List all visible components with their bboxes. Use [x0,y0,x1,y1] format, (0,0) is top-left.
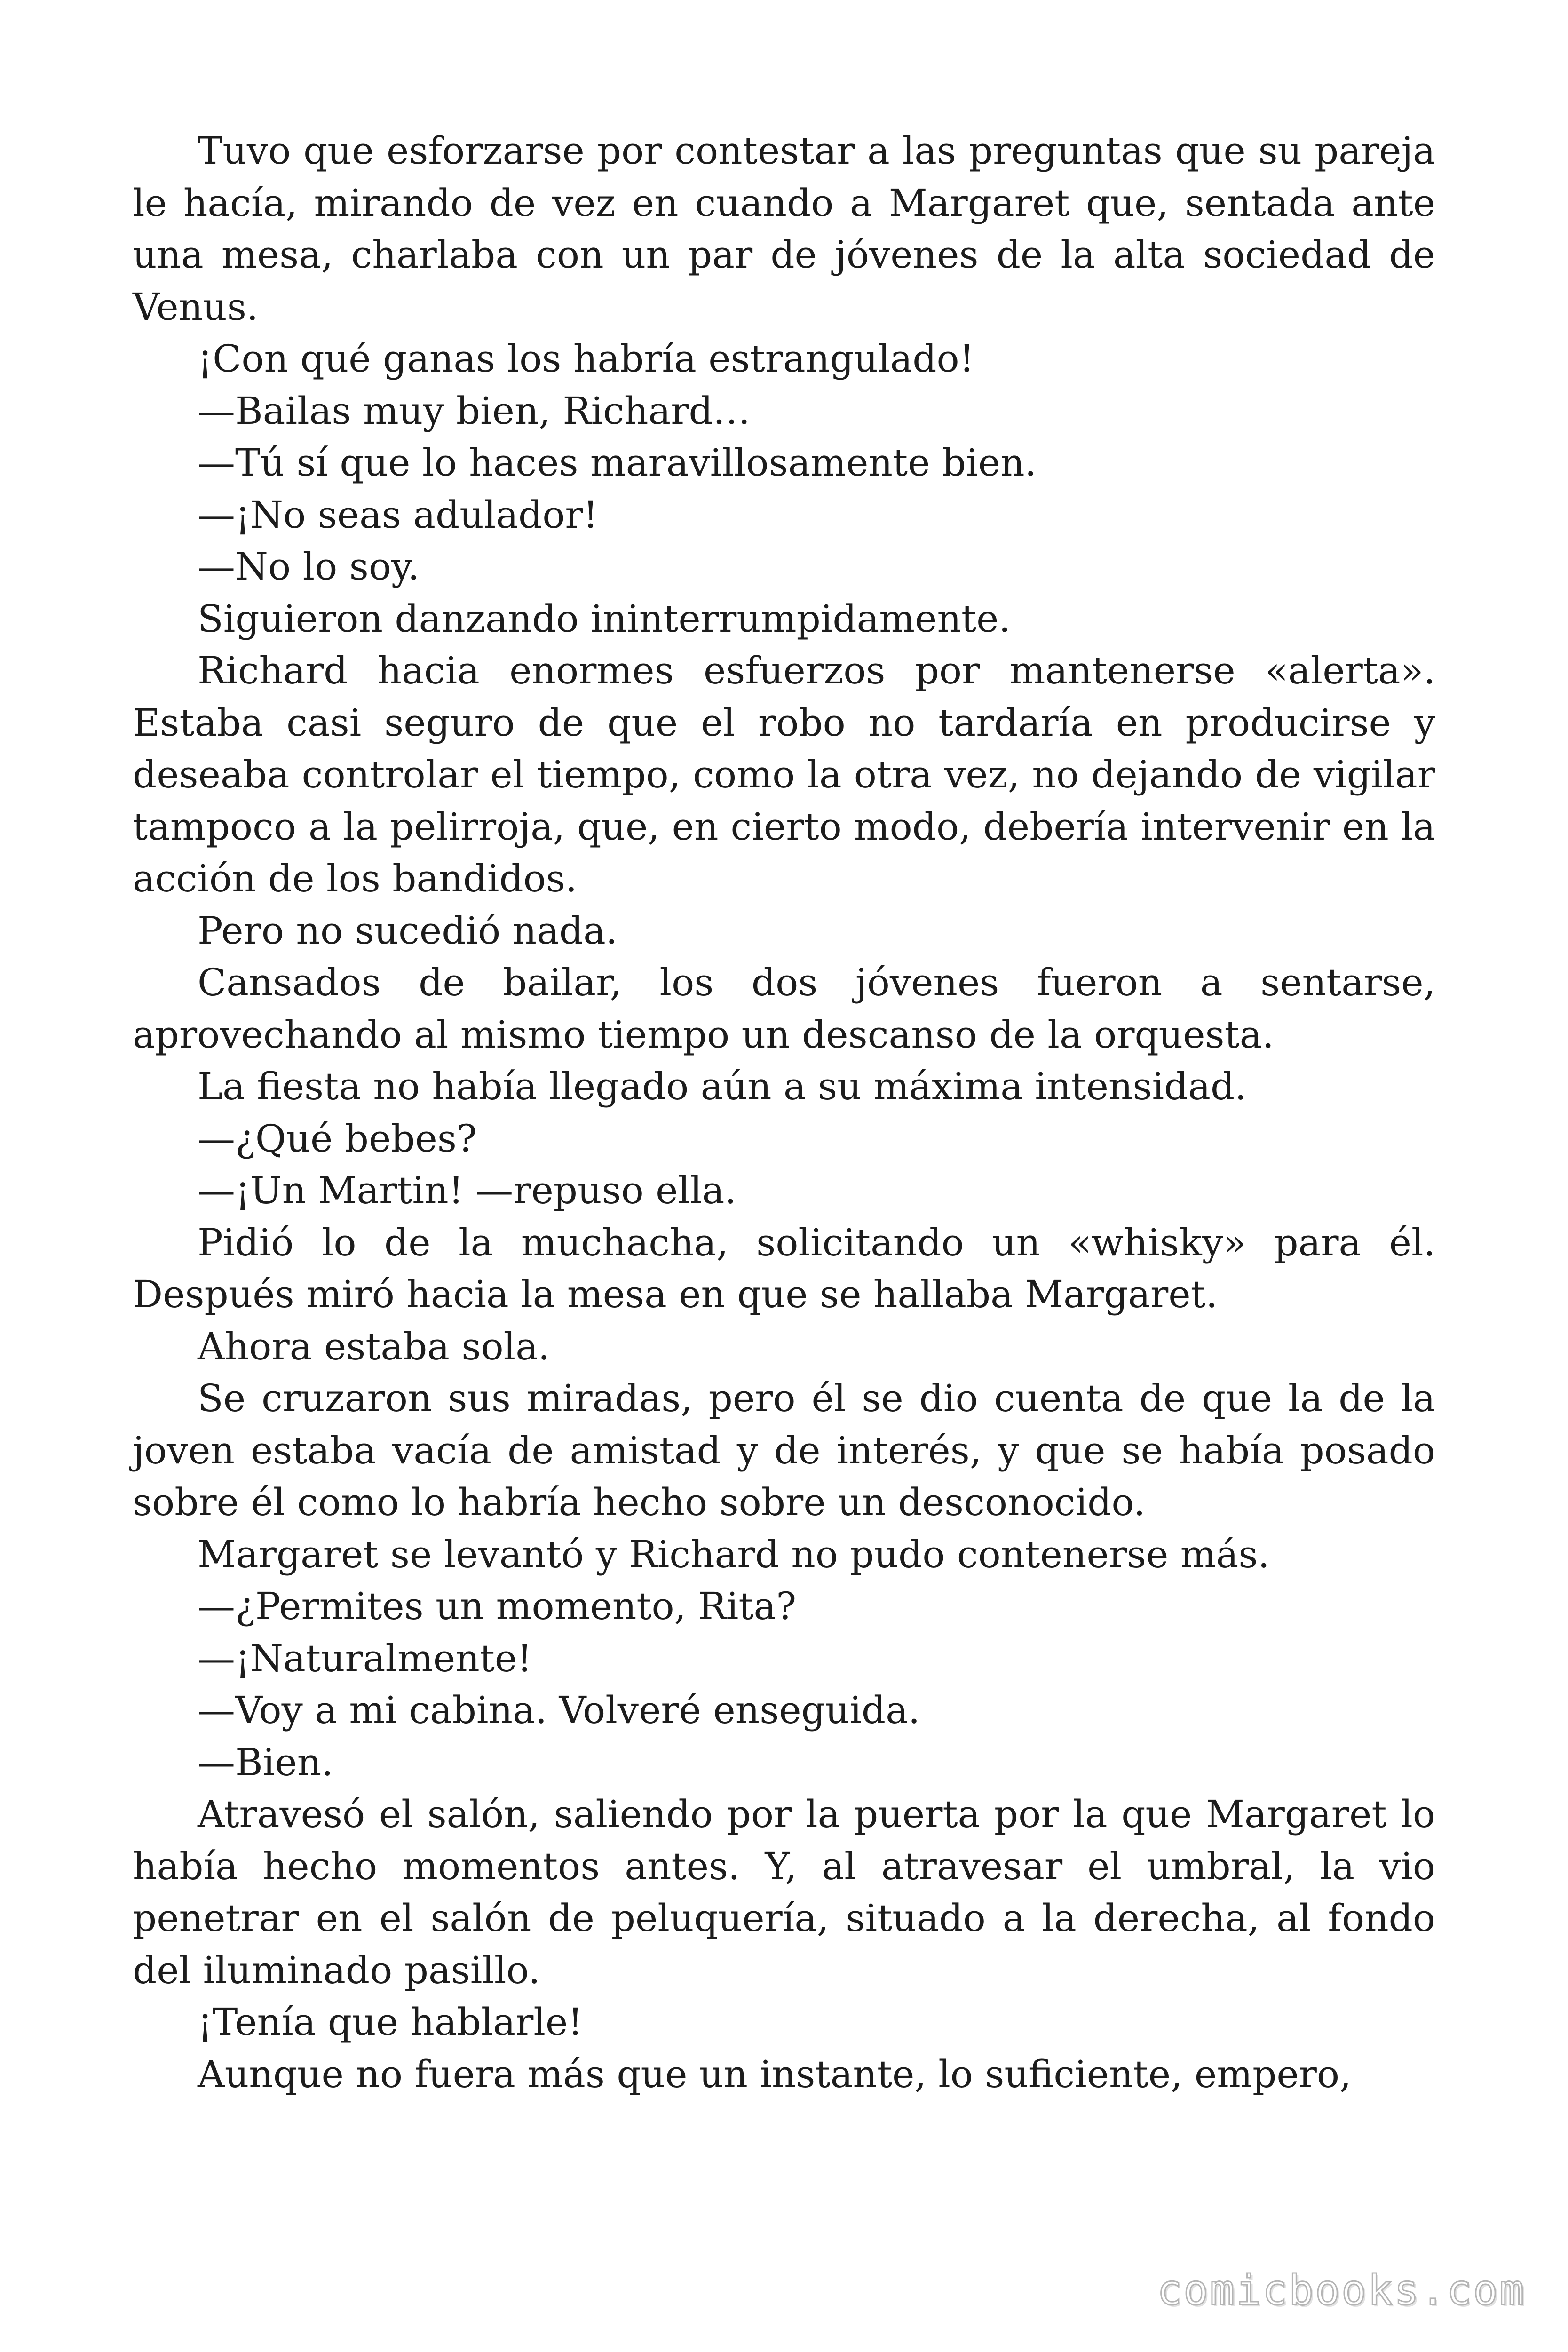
paragraph: —¿Qué bebes? [198,1116,477,1160]
paragraph: Margaret se levantó y Richard no pudo contenerse más. [198,1532,1270,1576]
paragraph: Tuvo que esforzarse por contestar a las preguntas que su pareja le hacía, mirando de vez en cuando a Margaret que, sentada ante una mesa, charlaba con un par de jóvenes de la alta sociedad de Venus. [133,129,1435,329]
paragraph: Atravesó el salón, saliendo por la puerta por la que Margaret lo había hecho momentos antes. Y, al atravesar el umbral, la vio penetrar en el salón de peluquería, situado a la derecha, al fondo del iluminado pasillo. [133,1792,1435,1992]
paragraph: Ahora estaba sola. [198,1324,550,1368]
paragraph: —Tú sí que lo haces maravillosamente bien. [198,441,1037,485]
paragraph: ¡Con qué ganas los habría estrangulado! [198,337,974,381]
paragraph: —No lo soy. [198,545,420,588]
paragraph: Pidió lo de la muchacha, solicitando un «whisky» para él. Después miró hacia la mesa en que se hallaba Margaret. [133,1220,1435,1316]
paragraph: —¡No seas adulador! [198,493,598,537]
paragraph: Se cruzaron sus miradas, pero él se dio cuenta de que la de la joven estaba vacía de amistad y de interés, y que se había posado sobre él como lo habría hecho sobre un desconocido. [133,1376,1435,1524]
book-page-text [133,125,1435,2100]
paragraph: —¡Un Martin! —repuso ella. [198,1168,736,1212]
paragraph: Cansados de bailar, los dos jóvenes fueron a sentarse, aprovechando al mismo tiempo un descanso de la orquesta. [133,961,1435,1057]
paragraph: —Bailas muy bien, Richard… [198,389,751,433]
paragraph: Siguieron danzando ininterrumpidamente. [198,596,1011,641]
paragraph: —¿Permites un momento, Rita? [198,1584,797,1628]
paragraph: La fiesta no había llegado aún a su máxima intensidad. [198,1065,1247,1108]
paragraph: Aunque no fuera más que un instante, lo suficiente, empero, [198,2052,1352,2096]
paragraph: —Voy a mi cabina. Volveré enseguida. [198,1688,920,1732]
paragraph: Pero no sucedió nada. [198,908,618,953]
paragraph: —¡Naturalmente! [198,1636,532,1680]
paragraph: Richard hacia enormes esfuerzos por mantenerse «alerta». Estaba casi seguro de que el robo no tardaría en producirse y deseaba controlar el tiempo, como la otra vez, no dejando de vigilar tampoco a la pelirroja, que, en cierto modo, debería intervenir en la acción de los bandidos. [133,649,1435,900]
paragraph: ¡Tenía que hablarle! [198,2000,583,2044]
watermark: comicbooks.com [1157,2266,1526,2314]
paragraph: —Bien. [198,1740,333,1784]
